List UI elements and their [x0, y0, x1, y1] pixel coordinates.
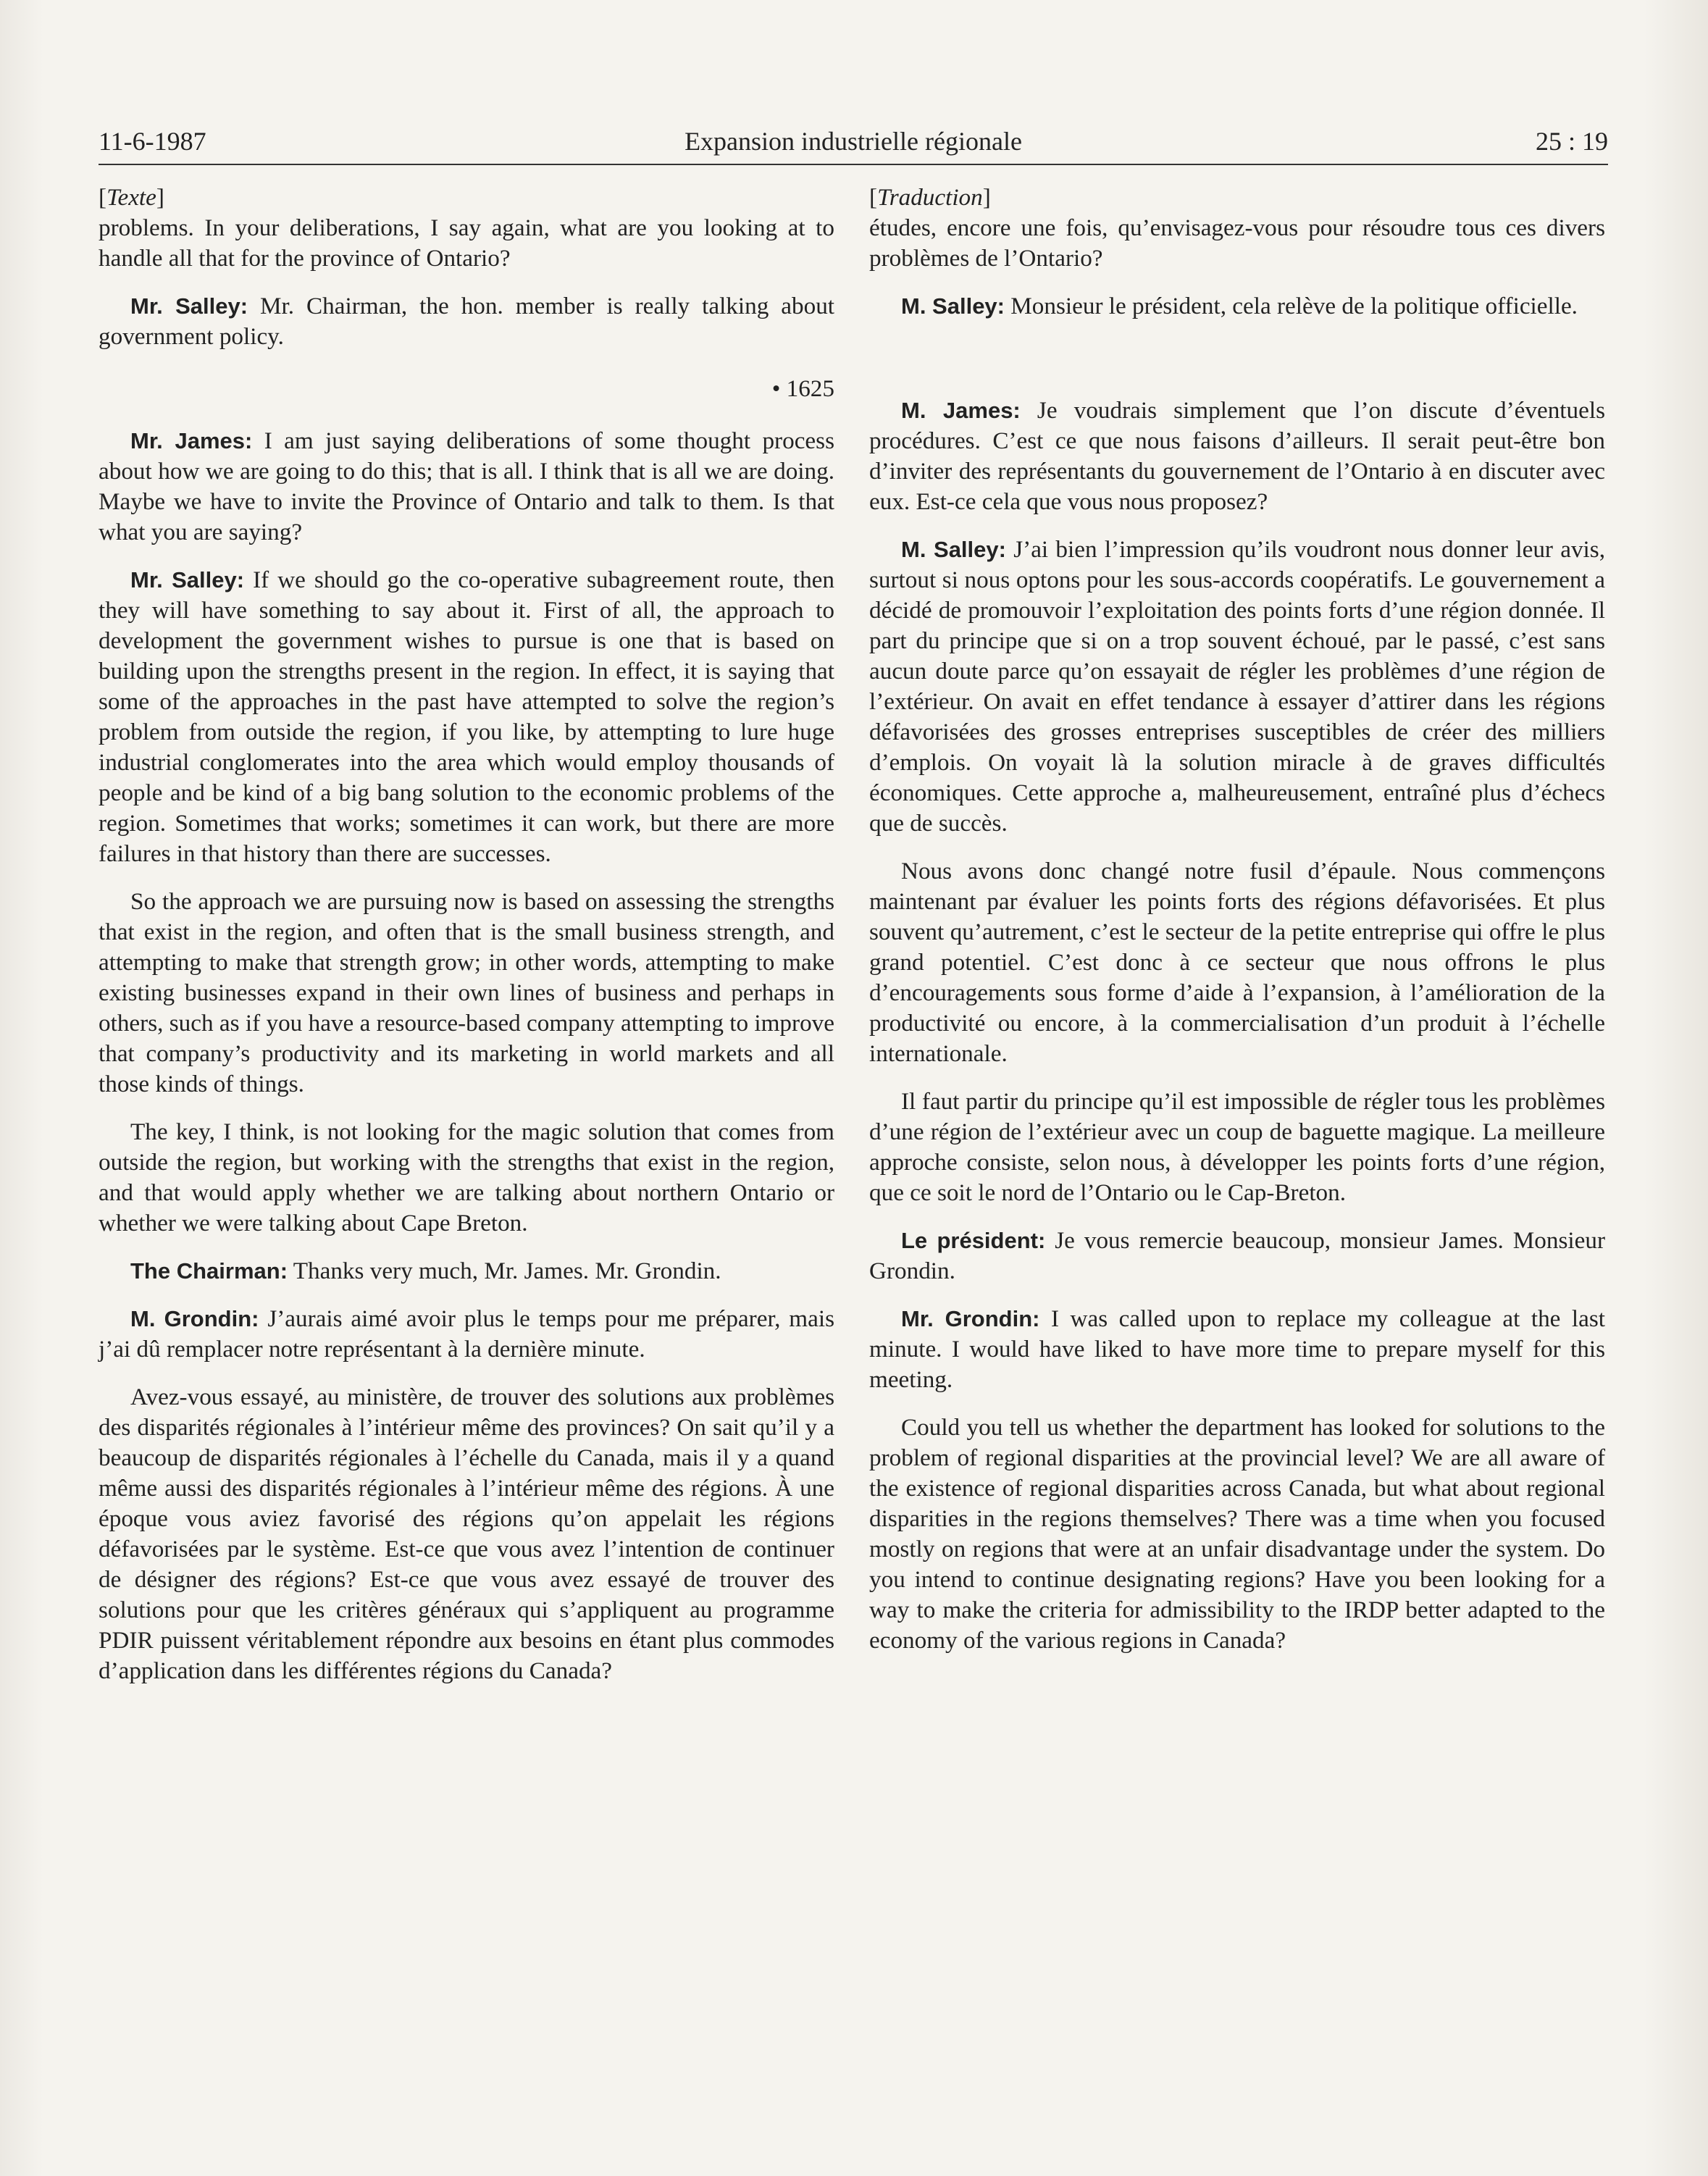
paragraph: So the approach we are pursuing now is based on assessing the strengths that exist in the region, and often that is the small business strength, and attempting to make that strength grow; in other words, attempting to make existing businesses expand in their own lines of business and perhaps in others, such as if you have a resource-based company attempting to improve that company’s productivity and its marketing in world markets and all those kinds of things. — [99, 888, 834, 1097]
english-column — [99, 183, 834, 1704]
french-column — [869, 183, 1605, 1673]
paragraph: M. Salley: J’ai bien l’impression qu’ils voudront nous donner leur avis, surtout si nous optons pour les sous-accords coopératifs. Le gouvernement a décidé de promouvoir l’exploitation des points forts d’une région donnée. Il part du principe que si on a trop souvent échoué, par le passé, c’est sans aucun doute parce qu’on essayait de régler les problèmes d’une région de l’extérieur. On avait en effet tendance à essayer d’attirer dans les régions défavorisées des grosses entreprises susceptibles de créer des milliers d’emplois. On voyait là la solution miracle à de graves difficultés économiques. Cette approche a, malheureusement, entraîné plus d’échecs que de succès. — [869, 536, 1605, 837]
speaker: Mr. Grondin: — [901, 1306, 1040, 1331]
paragraph: problems. In your deliberations, I say again, what are you looking at to handle all that for the province of Ontario? — [99, 214, 834, 272]
paragraph: M. Grondin: J’aurais aimé avoir plus le temps pour me préparer, mais j’ai dû remplacer notre représentant à la dernière minute. — [99, 1305, 834, 1363]
paragraph: Mr. Grondin: I was called upon to replace my colleague at the last minute. I would have liked to have more time to prepare myself for this meeting. — [869, 1305, 1605, 1393]
speaker: Mr. James: — [130, 428, 253, 453]
paragraph: The Chairman: Thanks very much, Mr. James. Mr. Grondin. — [130, 1258, 721, 1284]
paragraph: Nous avons donc changé notre fusil d’épaule. Nous commençons maintenant par évaluer les points forts des régions défavorisées. Et plus souvent qu’autrement, c’est le secteur de la petite entreprise qui offre le plus grand potentiel. C’est donc à ce secteur que nous offrons le plus d’encouragements sous forme d’aide à l’expansion, à l’amélioration de la productivité ou encore, à la commercialisation d’un produit à l’échelle internationale. — [869, 858, 1605, 1067]
time-marker: • 1625 — [771, 375, 834, 402]
paragraph: The key, I think, is not looking for the magic solution that comes from outside the region, but working with the strengths that exist in the region, and that would apply whether we are talking about northern Ontario or whether we were talking about Cape Breton. — [99, 1118, 834, 1236]
paragraph: Le président: Je vous remercie beaucoup, monsieur James. Monsieur Grondin. — [869, 1227, 1605, 1284]
paragraph: M. Salley: Monsieur le président, cela relève de la politique officielle. — [901, 293, 1578, 319]
speaker: M. Salley: — [901, 537, 1006, 562]
speaker: Mr. Salley: — [130, 567, 245, 593]
speaker: The Chairman: — [130, 1258, 288, 1284]
paragraph: M. James: Je voudrais simplement que l’on discute d’éventuels procédures. C’est ce que nous faisons d’ailleurs. Il serait peut-être bon d’inviter des représentants du gouvernement de l’Ontario à en discuter avec eux. Est-ce cela que vous nous proposez? — [869, 397, 1605, 515]
header-title: Expansion industrielle régionale — [685, 127, 1022, 156]
paragraph: Mr. Salley: If we should go the co-operative subagreement route, then they will have something to say about it. First of all, the approach to development the government wishes to pursue is one that is based on building upon the strengths present in the region. In effect, it is saying that some of the approaches in the past have attempted to solve the region’s problem from outside the region, if you like, by attempting to lure huge industrial conglomerates into the area which would employ thousands of people and be kind of a big bang solution to the economic problems of the region. Sometimes that works; sometimes it can work, but there are more failures in that history than there are successes. — [99, 566, 834, 867]
paragraph: Could you tell us whether the department has looked for solutions to the problem of regional disparities at the provincial level? We are all aware of the existence of regional disparities across Canada, but what about regional disparities in the regions themselves? There was a time when you focused mostly on regions that were at an unfair disadvantage under the system. Do you intend to continue designating regions? Have you been looking for a way to make the criteria for admissibility to the IRDP better adapted to the economy of the various regions in Canada? — [869, 1414, 1605, 1654]
speaker: M. Salley: — [901, 293, 1005, 319]
paragraph: Mr. James: I am just saying deliberations of some thought process about how we are going to do this; that is all. I think that is all we are doing. Maybe we have to invite the Province of Ontario and talk to them. Is that what you are saying? — [99, 427, 834, 545]
paragraph: Avez-vous essayé, au ministère, de trouver des solutions aux problèmes des disparités régionales à l’intérieur même des provinces? On sait qu’il y a beaucoup de disparités régionales à l’échelle du Canada, mais il y a quand même aussi des disparités régionales à l’intérieur même des régions. À une époque vous aviez favorisé des régions qu’on appelait les régions défavorisées par le système. Est-ce que vous avez l’intention de continuer de désigner des régions? Est-ce que vous avez essayé de trouver des solutions pour que les critères généraux qui s’appliquent au programme PDIR puissent véritablement répondre aux besoins en étant plus commodes d’application dans les différentes régions du Canada? — [99, 1384, 834, 1684]
speaker: Mr. Salley: — [130, 293, 248, 319]
header-date: 11-6-1987 — [99, 127, 206, 156]
speaker: Le président: — [901, 1228, 1046, 1253]
speaker: M. Grondin: — [130, 1306, 259, 1331]
running-header — [99, 122, 1608, 165]
column-tag-texte: [Texte] — [99, 184, 164, 211]
column-tag-traduction: [Traduction] — [869, 184, 991, 211]
paragraph: Il faut partir du principe qu’il est impossible de régler tous les problèmes d’une région de l’extérieur avec un coup de baguette magique. La meilleure approche consiste, selon nous, à développer les points forts d’une région, que ce soit le nord de l’Ontario ou le Cap-Breton. — [869, 1088, 1605, 1206]
header-page-number: 25 : 19 — [1535, 127, 1608, 156]
speaker: M. James: — [901, 398, 1021, 423]
paragraph: Mr. Salley: Mr. Chairman, the hon. member is really talking about government policy. — [99, 293, 835, 350]
paragraph: études, encore une fois, qu’envisagez-vous pour résoudre tous ces divers problèmes de l’Ontario? — [869, 214, 1605, 272]
